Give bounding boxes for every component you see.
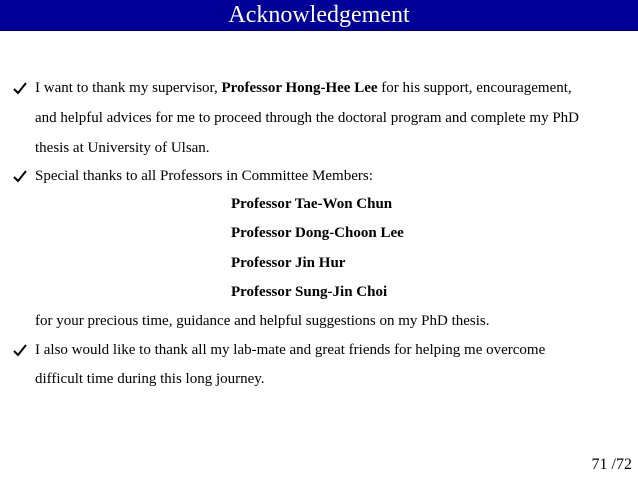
committee-member: Professor Tae-Won Chun — [231, 196, 393, 212]
bullet-1-line-3: thesis at University of Ulsan. — [35, 140, 210, 156]
committee-member: Professor Jin Hur — [231, 255, 346, 271]
committee-member: Professor Sung-Jin Choi — [231, 284, 388, 300]
page-number: 71 /72 — [591, 456, 632, 473]
supervisor-name: Professor Hong-Hee Lee — [221, 80, 378, 96]
checkmark-icon — [12, 166, 30, 186]
committee-member: Professor Dong-Choon Lee — [231, 225, 404, 241]
checkmark-icon — [12, 340, 30, 360]
bullet-2-closing: for your precious time, guidance and helpful suggestions on my PhD thesis. — [35, 313, 490, 329]
bullet-1-line-1 — [35, 78, 572, 98]
checkmark-icon — [12, 78, 30, 98]
bullet-3-line-1: I also would like to thank all my lab-mate and great friends for helping me overcome — [35, 342, 546, 358]
slide-title: Acknowledgement — [228, 2, 410, 28]
bullet-2-line-1: Special thanks to all Professors in Committee Members: — [35, 168, 373, 184]
bullet-3-line-2: difficult time during this long journey. — [35, 371, 265, 387]
bullet-1-text-after: for his support, encouragement, — [377, 80, 572, 96]
bullet-1-text-before: I want to thank my supervisor, — [35, 80, 222, 96]
bullet-1-line-2: and helpful advices for me to proceed through the doctoral program and complete my PhD — [35, 110, 579, 126]
